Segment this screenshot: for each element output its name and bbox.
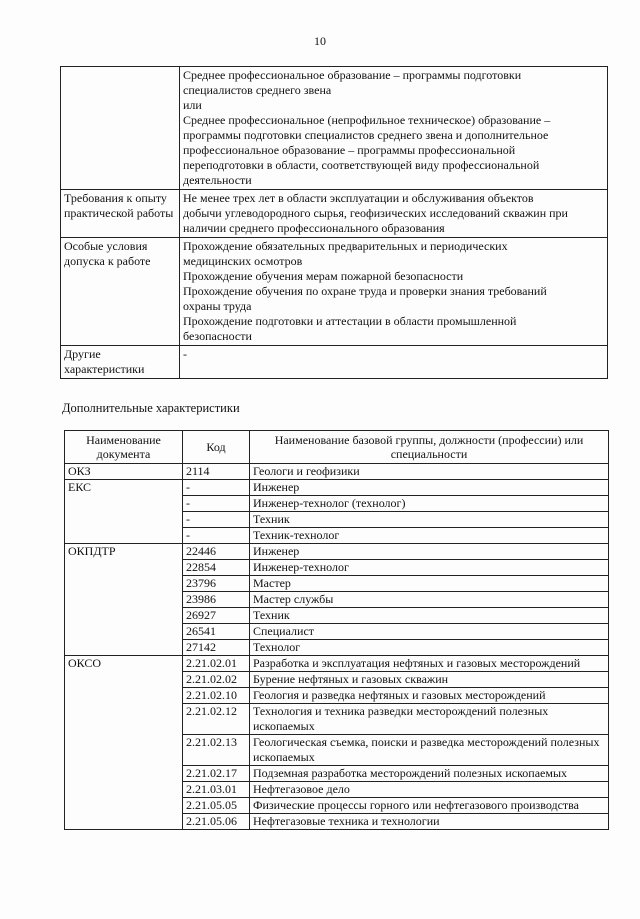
position-name-cell: Инженер <box>250 544 609 560</box>
requirement-line: безопасности <box>183 329 252 343</box>
position-name-cell: Подземная разработка месторождений полезных ископаемых <box>250 766 609 782</box>
requirement-line: добычи углеводородного сырья, геофизических исследований скважин при <box>183 206 568 220</box>
table-header-row <box>65 431 609 464</box>
page-number: 10 <box>314 34 326 48</box>
document-name-cell: ОКЗ <box>65 464 183 480</box>
requirements-row <box>61 67 608 190</box>
position-name-cell: Мастер <box>250 576 609 592</box>
position-name-cell: Техник-технолог <box>250 528 609 544</box>
code-cell: 22446 <box>183 544 250 560</box>
document-name-cell: ОКСО <box>65 656 183 830</box>
code-cell: 2.21.02.13 <box>183 735 250 766</box>
document-name-cell: ЕКС <box>65 480 183 544</box>
requirement-label: Требования к опыту практической работы <box>61 190 180 238</box>
header-code: Код <box>183 431 250 464</box>
requirements-row <box>61 238 608 346</box>
requirements-table <box>60 66 608 379</box>
additional-characteristics-title: Дополнительные характеристики <box>62 401 240 415</box>
requirement-label: Особые условия допуска к работе <box>61 238 180 346</box>
position-name-cell: Нефтегазовые техника и технологии <box>250 814 609 830</box>
requirement-line: Среднее профессиональное образование – программы подготовки <box>183 68 522 82</box>
code-cell: - <box>183 512 250 528</box>
code-cell: - <box>183 480 250 496</box>
table-row <box>65 464 609 480</box>
code-cell: 2.21.03.01 <box>183 782 250 798</box>
requirement-line: или <box>183 98 202 112</box>
code-cell: 2.21.05.06 <box>183 814 250 830</box>
requirement-line: медицинских осмотров <box>183 254 303 268</box>
position-name-cell: Технолог <box>250 640 609 656</box>
code-cell: 2.21.05.05 <box>183 798 250 814</box>
requirement-line: программы подготовки специалистов среднего звена и дополнительное <box>183 128 549 142</box>
position-name-cell: Геологи и геофизики <box>250 464 609 480</box>
code-cell: - <box>183 528 250 544</box>
code-cell: 23986 <box>183 592 250 608</box>
requirements-row <box>61 346 608 379</box>
document-name-cell: ОКПДТР <box>65 544 183 656</box>
requirement-line: Прохождение обучения по охране труда и проверки знания требований <box>183 284 547 298</box>
position-name-cell: Технология и техника разведки месторождений полезных ископаемых <box>250 704 609 735</box>
requirement-line: деятельности <box>183 173 252 187</box>
table-row <box>65 544 609 560</box>
code-cell: 26541 <box>183 624 250 640</box>
position-name-cell: Инженер-технолог (технолог) <box>250 496 609 512</box>
position-name-cell: Специалист <box>250 624 609 640</box>
header-position-name: Наименование базовой группы, должности (профессии) или специальности <box>250 431 609 464</box>
requirement-line: Не менее трех лет в области эксплуатации и обслуживания объектов <box>183 191 534 205</box>
position-name-cell: Техник <box>250 512 609 528</box>
requirements-row <box>61 190 608 238</box>
additional-characteristics-table <box>64 430 609 830</box>
requirement-line: Прохождение обучения мерам пожарной безопасности <box>183 269 464 283</box>
code-cell: 26927 <box>183 608 250 624</box>
position-name-cell: Бурение нефтяных и газовых скважин <box>250 672 609 688</box>
table-row <box>65 656 609 672</box>
position-name-cell: Мастер службы <box>250 592 609 608</box>
table-row <box>65 480 609 496</box>
header-document-name: Наименование документа <box>65 431 183 464</box>
requirement-line: - <box>183 347 187 361</box>
requirement-value <box>180 346 608 379</box>
code-cell: 2.21.02.12 <box>183 704 250 735</box>
requirement-line: профессиональное образование – программы профессиональной <box>183 143 516 157</box>
requirement-line: Прохождение обязательных предварительных и периодических <box>183 239 508 253</box>
code-cell: 2.21.02.17 <box>183 766 250 782</box>
position-name-cell: Разработка и эксплуатация нефтяных и газовых месторождений <box>250 656 609 672</box>
requirement-value <box>180 238 608 346</box>
requirement-line: Прохождение подготовки и аттестации в области промышленной <box>183 314 517 328</box>
position-name-cell: Нефтегазовое дело <box>250 782 609 798</box>
code-cell: - <box>183 496 250 512</box>
requirement-line: наличии среднего профессионального образования <box>183 221 445 235</box>
requirement-line: специалистов среднего звена <box>183 83 332 97</box>
position-name-cell: Геологическая съемка, поиски и разведка месторождений полезных ископаемых <box>250 735 609 766</box>
code-cell: 23796 <box>183 576 250 592</box>
position-name-cell: Инженер-технолог <box>250 560 609 576</box>
code-cell: 27142 <box>183 640 250 656</box>
requirement-value <box>180 67 608 190</box>
requirement-value <box>180 190 608 238</box>
position-name-cell: Физические процессы горного или нефтегазового производства <box>250 798 609 814</box>
code-cell: 22854 <box>183 560 250 576</box>
position-name-cell: Инженер <box>250 480 609 496</box>
requirement-label: Другие характеристики <box>61 346 180 379</box>
code-cell: 2.21.02.02 <box>183 672 250 688</box>
code-cell: 2.21.02.01 <box>183 656 250 672</box>
position-name-cell: Геология и разведка нефтяных и газовых месторождений <box>250 688 609 704</box>
code-cell: 2.21.02.10 <box>183 688 250 704</box>
requirement-line: охраны труда <box>183 299 252 313</box>
requirement-label <box>61 67 180 190</box>
code-cell: 2114 <box>183 464 250 480</box>
requirement-line: Среднее профессиональное (непрофильное техническое) образование – <box>183 113 551 127</box>
position-name-cell: Техник <box>250 608 609 624</box>
requirement-line: переподготовки в области, соответствующей виду профессиональной <box>183 158 540 172</box>
